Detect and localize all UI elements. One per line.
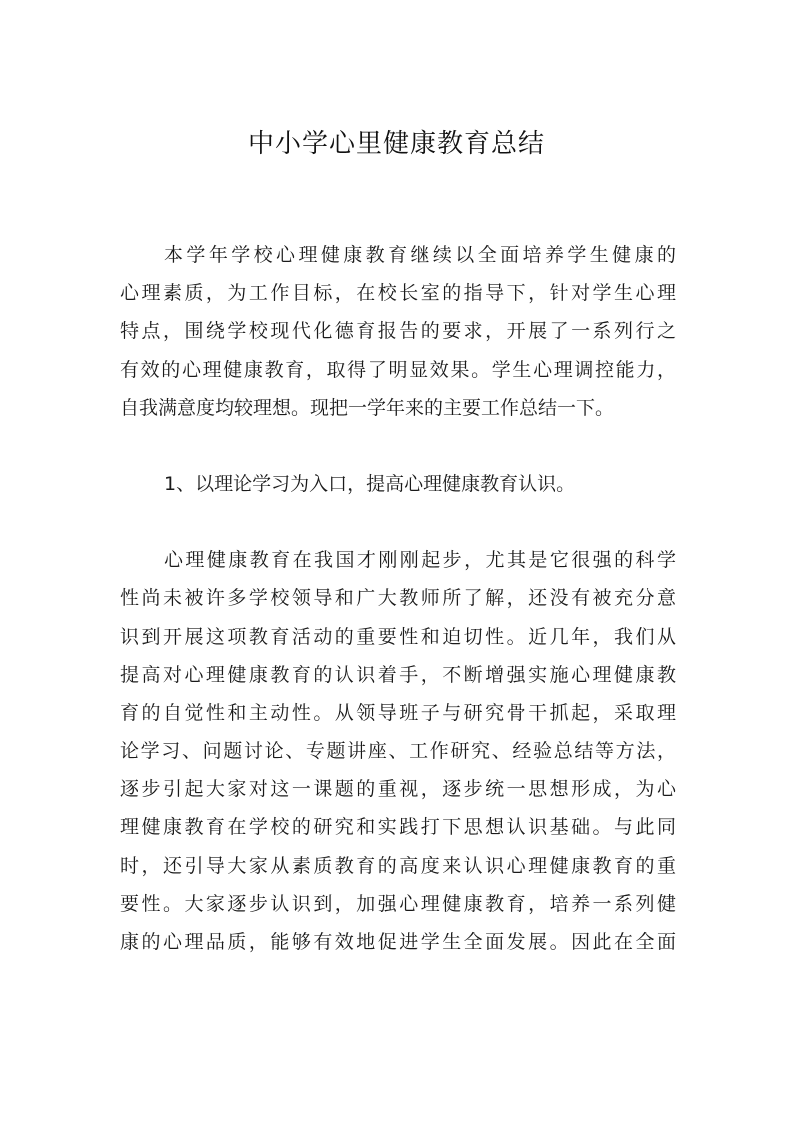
paragraph-line: 康的心理品质，能够有效地促进学生全面发展。因此在全面 (120, 931, 676, 953)
paragraph-intro (120, 236, 676, 427)
paragraph-line: 性尚未被许多学校领导和广大教师所了解，还没有被充分意 (120, 587, 676, 610)
paragraph-line: 逐步引起大家对这一课题的重视，逐步统一思想形成，为心 (120, 778, 676, 801)
paragraph-line: 育的自觉性和主动性。从领导班子与研究骨干抓起，采取理 (120, 701, 676, 724)
paragraph-line: 论学习、问题讨论、专题讲座、工作研究、经验总结等方法， (120, 740, 676, 763)
paragraph-line: 心理素质，为工作目标，在校长室的指导下，针对学生心理 (120, 282, 676, 305)
document-body (120, 236, 676, 961)
paragraph-line: 提高对心理健康教育的认识着手，不断增强实施心理健康教 (120, 663, 676, 686)
paragraph-line: 要性。大家逐步认识到，加强心理健康教育，培养一系列健 (120, 892, 676, 915)
paragraph-line: 理健康教育在学校的研究和实践打下思想认识基础。与此同 (120, 816, 676, 839)
paragraph-line: 本学年学校心理健康教育继续以全面培养学生健康的 (164, 244, 676, 266)
paragraph-line: 时，还引导大家从素质教育的高度来认识心理健康教育的重 (120, 854, 676, 877)
paragraph-section-1 (120, 541, 676, 961)
section-heading: 1、以理论学习为入口，提高心理健康教育认识。 (164, 472, 576, 495)
paragraph-spacer (120, 427, 676, 465)
paragraph-spacer (120, 503, 676, 541)
paragraph-line: 心理健康教育在我国才刚刚起步，尤其是它很强的科学 (164, 549, 676, 572)
paragraph-line: 识到开展这项教育活动的重要性和迫切性。近几年，我们从 (120, 625, 676, 648)
document-title: 中小学心里健康教育总结 (247, 129, 545, 159)
paragraph-line: 自我满意度均较理想。现把一学年来的主要工作总结一下。 (120, 396, 615, 419)
paragraph-line: 有效的心理健康教育，取得了明显效果。学生心理调控能力， (120, 358, 676, 381)
paragraph-line: 特点，围绕学校现代化德育报告的要求，开展了一系列行之 (120, 320, 676, 343)
